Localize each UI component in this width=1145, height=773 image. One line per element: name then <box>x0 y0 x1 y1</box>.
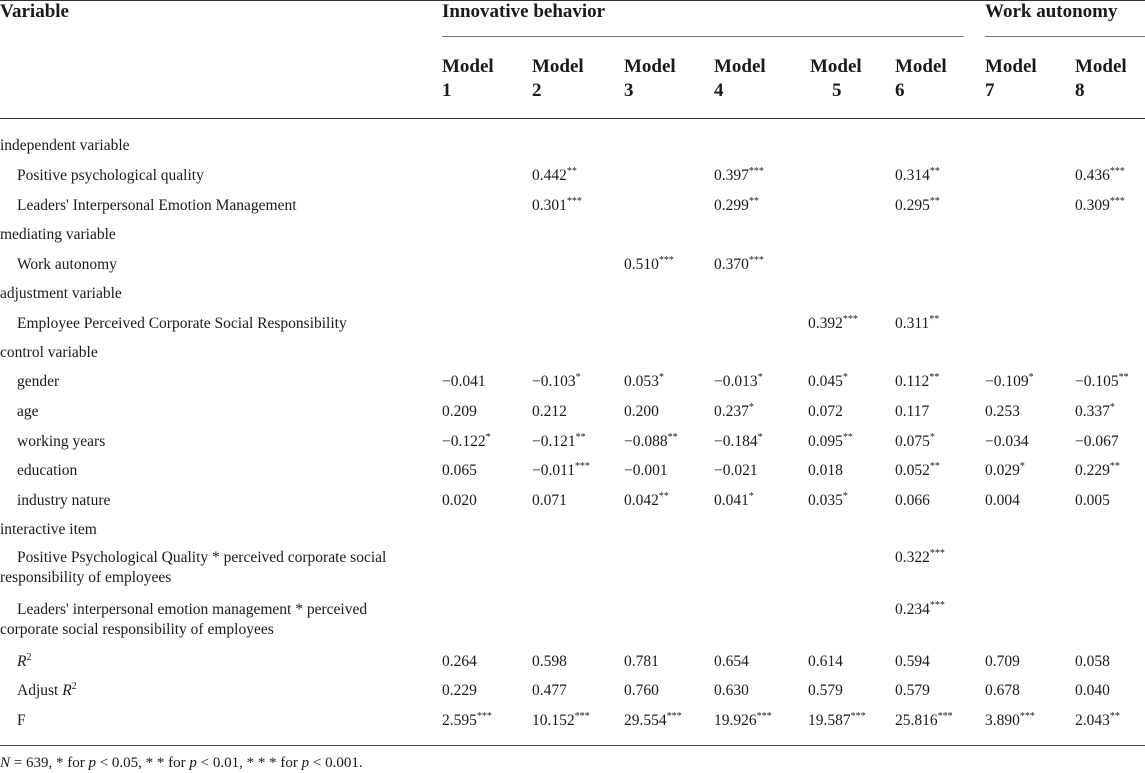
cell-model-2: 10.152*** <box>532 710 590 729</box>
model-header-3 <box>624 55 676 103</box>
cell-model-7: 0.709 <box>985 653 1020 670</box>
r-squared-superscript: 2 <box>71 680 77 692</box>
row-label-text: education <box>17 462 78 479</box>
cell-model-8: 0.337* <box>1075 401 1115 420</box>
cell-model-1: 0.264 <box>442 653 477 670</box>
cell-model-4: 19.926*** <box>714 710 772 729</box>
cell-model-1: 0.229 <box>442 682 477 699</box>
row-label-text: gender <box>17 373 60 390</box>
cell-model-8: 2.043** <box>1075 710 1120 729</box>
row-label <box>17 491 110 511</box>
cell-model-6: 0.594 <box>895 653 930 670</box>
row-label <box>0 225 116 245</box>
cell-model-6: 0.112** <box>895 371 940 390</box>
cell-model-6: 0.117 <box>895 403 930 420</box>
model-header-word: Model <box>985 56 1037 77</box>
model-header-8 <box>1075 55 1127 103</box>
cell-model-3: 0.053* <box>624 371 664 390</box>
cell-model-2: 0.477 <box>532 682 567 699</box>
cell-model-8: 0.005 <box>1075 492 1110 509</box>
model-header-number: 3 <box>624 80 634 101</box>
cell-model-5: 0.072 <box>808 403 843 420</box>
cell-model-8: 0.436*** <box>1075 165 1125 184</box>
row-label <box>17 255 117 275</box>
row-label <box>0 136 130 156</box>
header-group-work-autonomy: Work autonomy <box>985 1 1118 22</box>
model-header-number: 4 <box>714 80 724 101</box>
cell-model-7: 0.029* <box>985 460 1025 479</box>
cell-model-8: −0.105** <box>1075 371 1129 390</box>
row-label-text: control variable <box>0 344 98 361</box>
row-label-text: mediating variable <box>0 226 116 243</box>
cell-model-5: 0.614 <box>808 653 843 670</box>
footnote-n: N <box>0 755 11 771</box>
cell-model-6: 25.816*** <box>895 710 953 729</box>
model-header-word: Model <box>714 56 766 77</box>
model-header-1 <box>442 55 494 103</box>
cell-model-3: 0.760 <box>624 682 659 699</box>
cell-model-3: 0.510*** <box>624 254 674 273</box>
cell-model-5: 0.018 <box>808 462 843 479</box>
cell-model-2: 0.442** <box>532 165 577 184</box>
model-header-word: Model <box>532 56 584 77</box>
cell-model-4: 0.630 <box>714 682 749 699</box>
row-label <box>0 548 427 588</box>
model-header-number: 5 <box>832 80 842 101</box>
header-variable: Variable <box>0 1 69 22</box>
row-label <box>17 196 297 216</box>
row-label-text: Work autonomy <box>17 256 117 273</box>
row-label <box>17 711 26 731</box>
table-bottom-rule <box>0 745 1145 746</box>
cell-model-8: 0.309*** <box>1075 195 1125 214</box>
row-label-text: Adjust R <box>17 682 72 699</box>
cell-model-4: −0.021 <box>714 462 758 479</box>
model-header-2 <box>532 55 584 103</box>
row-label-text: Positive Psychological Quality * perceived corporate social <box>17 549 387 566</box>
cell-model-7: 0.253 <box>985 403 1020 420</box>
cell-model-8: −0.067 <box>1075 433 1119 450</box>
model-header-word: Model <box>895 56 947 77</box>
cell-model-3: 0.781 <box>624 653 659 670</box>
cell-model-8: 0.040 <box>1075 682 1110 699</box>
cell-model-3: −0.088** <box>624 431 678 450</box>
row-label <box>0 520 97 540</box>
header-group-innovative-behavior: Innovative behavior <box>442 1 606 22</box>
cell-model-6: 0.579 <box>895 682 930 699</box>
cell-model-4: 0.299** <box>714 195 759 214</box>
model-header-number: 7 <box>985 80 995 101</box>
model-header-word: Model <box>624 56 676 77</box>
cell-model-1: 0.065 <box>442 462 477 479</box>
row-label-text-line2: corporate social responsibility of employees <box>0 621 274 638</box>
cell-model-2: 0.598 <box>532 653 567 670</box>
row-label <box>0 343 98 363</box>
model-header-number: 1 <box>442 80 452 101</box>
row-label <box>17 166 204 186</box>
row-label-text: Leaders' Interpersonal Emotion Management <box>17 197 297 214</box>
row-label <box>17 461 77 481</box>
row-label <box>0 600 427 640</box>
cell-model-5: 19.587*** <box>808 710 866 729</box>
cell-model-1: 2.595*** <box>442 710 492 729</box>
model-header-number: 2 <box>532 80 542 101</box>
model-header-5 <box>810 55 862 103</box>
cell-model-6: 0.052** <box>895 460 940 479</box>
footnote-text: = 639, * for p < 0.05, * * for p < 0.01, * * * for p < 0.001. <box>10 755 363 771</box>
cell-model-6: 0.311** <box>895 313 940 332</box>
model-header-word: Model <box>810 56 862 77</box>
model-header-word: Model <box>442 56 494 77</box>
row-label <box>17 314 347 334</box>
cell-model-6: 0.234*** <box>895 599 945 618</box>
row-label-text: industry nature <box>17 492 111 509</box>
row-label <box>17 402 39 422</box>
row-label-text: adjustment variable <box>0 285 122 302</box>
group-underline-autonomy <box>985 36 1145 37</box>
model-header-number: 6 <box>895 80 905 101</box>
cell-model-4: 0.041* <box>714 490 754 509</box>
table-footnote <box>0 753 363 773</box>
cell-model-3: 29.554*** <box>624 710 682 729</box>
model-header-word: Model <box>1075 56 1127 77</box>
cell-model-2: 0.071 <box>532 492 567 509</box>
row-label <box>17 372 59 392</box>
cell-model-1: −0.041 <box>442 373 486 390</box>
model-header-number: 8 <box>1075 80 1085 101</box>
cell-model-5: 0.095** <box>808 431 853 450</box>
cell-model-5: 0.579 <box>808 682 843 699</box>
cell-model-2: −0.103* <box>532 371 581 390</box>
cell-model-7: −0.109* <box>985 371 1034 390</box>
row-label-text: independent variable <box>0 137 130 154</box>
row-label <box>17 652 31 672</box>
cell-model-6: 0.322*** <box>895 547 945 566</box>
cell-model-3: 0.200 <box>624 403 659 420</box>
header-bottom-rule <box>0 118 1145 119</box>
cell-model-4: 0.654 <box>714 653 749 670</box>
row-label-text-line2: responsibility of employees <box>0 569 172 586</box>
row-label-text: Leaders' interpersonal emotion management * perceived <box>17 601 368 618</box>
model-header-7 <box>985 55 1037 103</box>
row-label-text: F <box>17 712 26 729</box>
cell-model-1: 0.209 <box>442 403 477 420</box>
group-underline-innovative <box>442 36 964 37</box>
model-header-6 <box>895 55 947 103</box>
cell-model-4: 0.370*** <box>714 254 764 273</box>
cell-model-6: 0.295** <box>895 195 940 214</box>
cell-model-6: 0.314** <box>895 165 940 184</box>
cell-model-7: 0.678 <box>985 682 1020 699</box>
cell-model-4: −0.013* <box>714 371 763 390</box>
row-label-text: age <box>17 403 39 420</box>
cell-model-7: 0.004 <box>985 492 1020 509</box>
model-header-4 <box>714 55 766 103</box>
row-label-text: working years <box>17 433 106 450</box>
cell-model-1: −0.122* <box>442 431 491 450</box>
cell-model-4: −0.184* <box>714 431 763 450</box>
r-squared-superscript: 2 <box>26 651 32 663</box>
cell-model-4: 0.237* <box>714 401 754 420</box>
cell-model-7: −0.034 <box>985 433 1029 450</box>
cell-model-2: 0.212 <box>532 403 567 420</box>
cell-model-1: 0.020 <box>442 492 477 509</box>
cell-model-6: 0.066 <box>895 492 930 509</box>
cell-model-3: −0.001 <box>624 462 668 479</box>
cell-model-3: 0.042** <box>624 490 669 509</box>
row-label <box>17 432 105 452</box>
cell-model-2: −0.121** <box>532 431 586 450</box>
cell-model-2: −0.011*** <box>532 460 591 479</box>
cell-model-2: 0.301*** <box>532 195 582 214</box>
row-label-text: Positive psychological quality <box>17 167 204 184</box>
row-label <box>17 681 77 701</box>
cell-model-8: 0.058 <box>1075 653 1110 670</box>
cell-model-5: 0.392*** <box>808 313 858 332</box>
row-label-text: R <box>17 653 27 670</box>
cell-model-8: 0.229** <box>1075 460 1120 479</box>
cell-model-7: 3.890*** <box>985 710 1035 729</box>
cell-model-5: 0.035* <box>808 490 848 509</box>
row-label-text: interactive item <box>0 521 97 538</box>
cell-model-4: 0.397*** <box>714 165 764 184</box>
row-label <box>0 284 122 304</box>
cell-model-6: 0.075* <box>895 431 935 450</box>
cell-model-5: 0.045* <box>808 371 848 390</box>
row-label-text: Employee Perceived Corporate Social Responsibility <box>17 315 347 332</box>
